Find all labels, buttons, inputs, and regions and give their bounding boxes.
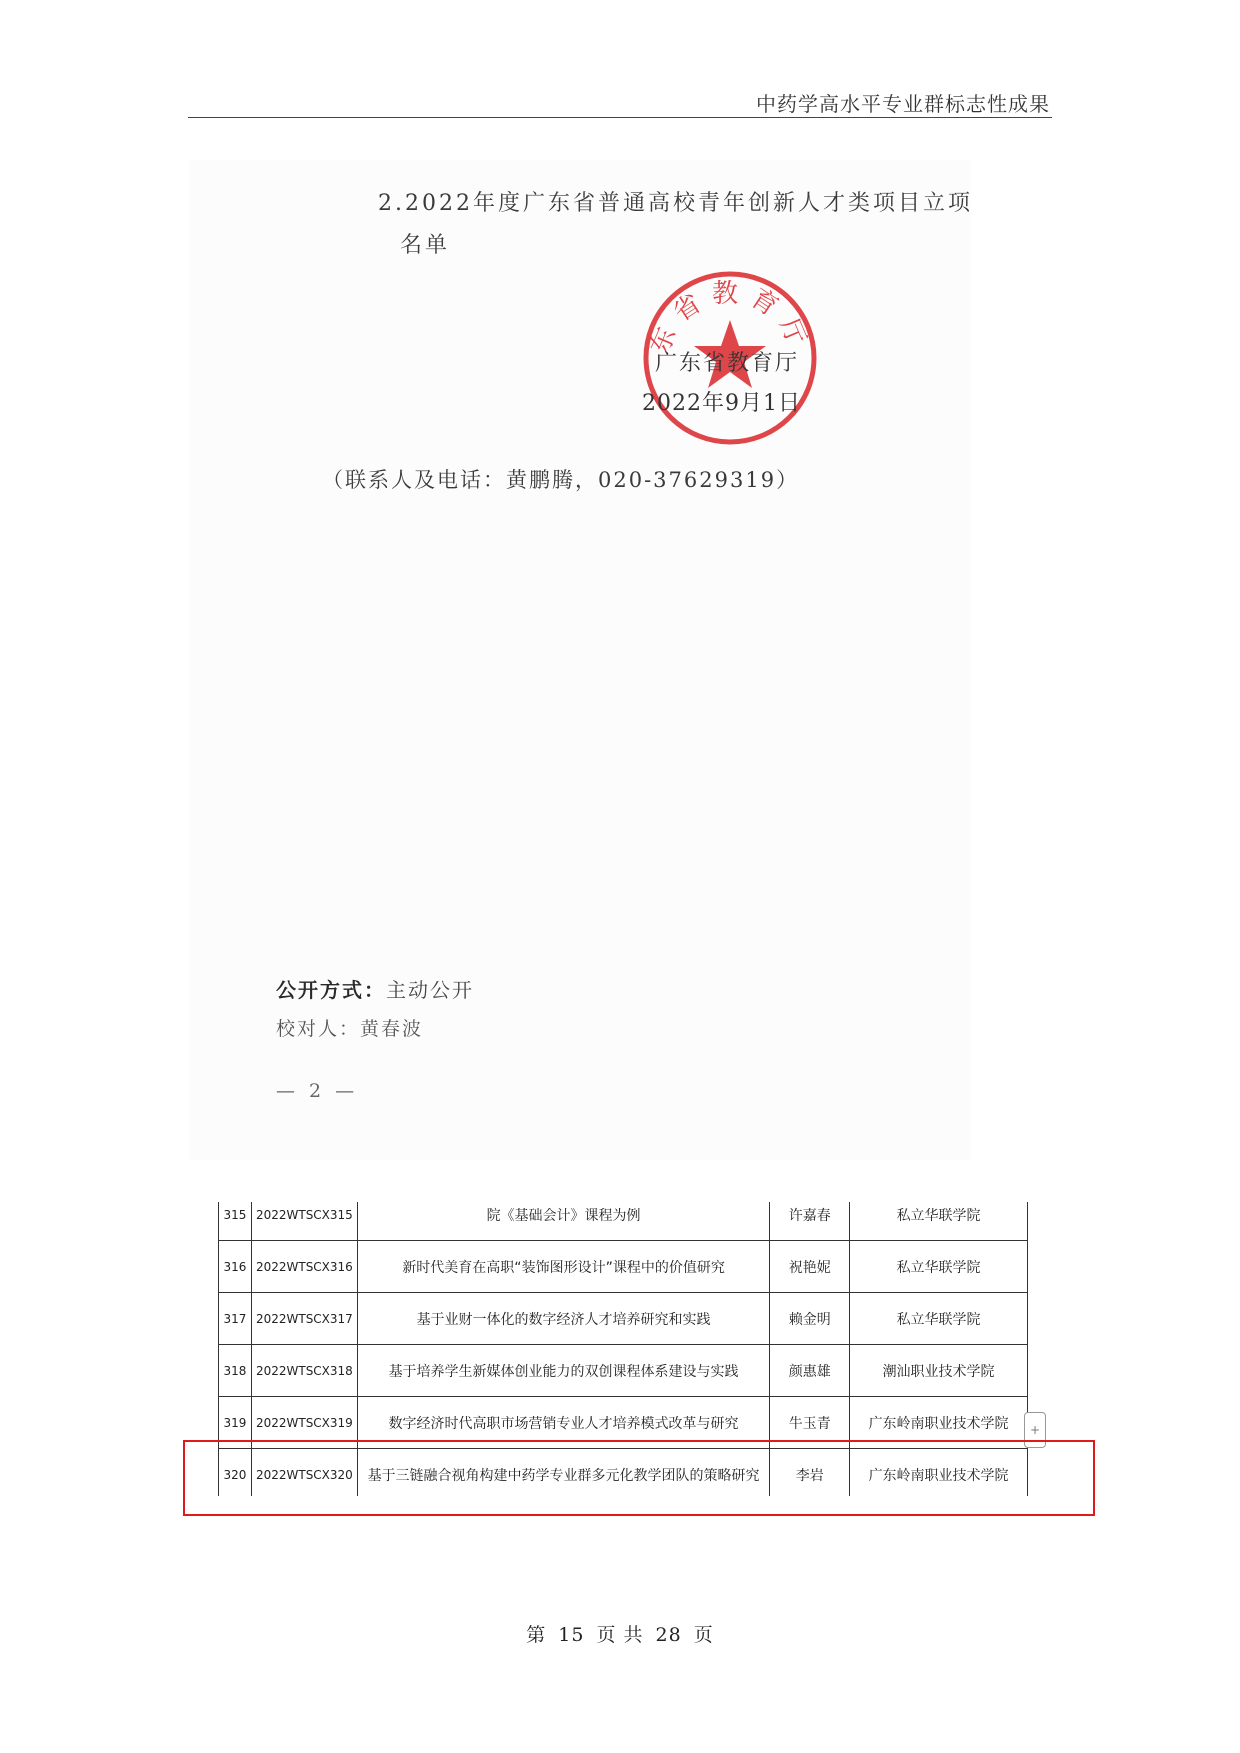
footer-middle: 页 共 xyxy=(596,1624,644,1646)
disclosure-method xyxy=(276,974,474,1003)
row-number: 317 xyxy=(219,1293,252,1345)
project-code: 2022WTSCX318 xyxy=(251,1345,357,1397)
school-name: 广东岭南职业技术学院 xyxy=(850,1449,1028,1497)
leader-name: 许嘉春 xyxy=(770,1202,850,1241)
issuer-name: 广东省教育厅 xyxy=(655,351,800,376)
footer-total-pages: 28 xyxy=(655,1624,682,1646)
project-code: 2022WTSCX317 xyxy=(251,1293,357,1345)
proofreader: 校对人：黄春波 xyxy=(276,1018,424,1040)
disclosure-value: 主动公开 xyxy=(386,978,474,1002)
leader-name: 牛玉青 xyxy=(770,1397,850,1449)
project-code: 2022WTSCX315 xyxy=(251,1202,357,1241)
highlight-box xyxy=(183,1440,1095,1516)
leader-name: 颜惠雄 xyxy=(770,1345,850,1397)
project-title: 数字经济时代高职市场营销专业人才培养模式改革与研究 xyxy=(357,1397,770,1449)
expand-icon[interactable]: + xyxy=(1024,1412,1046,1448)
project-code: 2022WTSCX320 xyxy=(251,1449,357,1497)
svg-text:东省教育厅: 东省教育厅 xyxy=(644,279,816,359)
scan-page-number: — 2 — xyxy=(276,1080,359,1102)
table-row xyxy=(219,1202,1028,1241)
table-row xyxy=(219,1293,1028,1345)
school-name: 私立华联学院 xyxy=(850,1202,1028,1241)
scanned-notice-page xyxy=(190,160,970,1160)
leader-name: 李岩 xyxy=(770,1449,850,1497)
document-header-title: 中药学高水平专业群标志性成果 xyxy=(756,92,1050,116)
row-number: 319 xyxy=(219,1397,252,1449)
header-divider xyxy=(188,117,1052,118)
footer-page-number: 15 xyxy=(558,1624,585,1646)
school-name: 潮汕职业技术学院 xyxy=(850,1345,1028,1397)
notice-title-line-2: 名单 xyxy=(400,233,451,258)
school-name: 私立华联学院 xyxy=(850,1241,1028,1293)
disclosure-label: 公开方式： xyxy=(276,978,386,1002)
project-title: 基于培养学生新媒体创业能力的双创课程体系建设与实践 xyxy=(357,1345,770,1397)
school-name: 广东岭南职业技术学院 xyxy=(850,1397,1028,1449)
row-number: 315 xyxy=(219,1202,252,1241)
table-row xyxy=(219,1241,1028,1293)
row-number: 320 xyxy=(219,1449,252,1497)
page-footer xyxy=(0,1620,1240,1647)
project-title: 新时代美育在高职“装饰图形设计”课程中的价值研究 xyxy=(357,1241,770,1293)
notice-title-line-1: 2.2022年度广东省普通高校青年创新人才类项目立项 xyxy=(378,191,973,216)
project-title: 基于三链融合视角构建中药学专业群多元化教学团队的策略研究 xyxy=(357,1449,770,1497)
row-number: 316 xyxy=(219,1241,252,1293)
leader-name: 祝艳妮 xyxy=(770,1241,850,1293)
footer-suffix: 页 xyxy=(693,1624,714,1646)
contact-info: （联系人及电话：黄鹏腾，020-37629319） xyxy=(322,468,800,492)
footer-prefix: 第 xyxy=(526,1624,547,1646)
project-code: 2022WTSCX316 xyxy=(251,1241,357,1293)
project-code: 2022WTSCX319 xyxy=(251,1397,357,1449)
project-title: 院《基础会计》课程为例 xyxy=(357,1202,770,1241)
row-number: 318 xyxy=(219,1345,252,1397)
leader-name: 赖金明 xyxy=(770,1293,850,1345)
project-title: 基于业财一体化的数字经济人才培养研究和实践 xyxy=(357,1293,770,1345)
table-row xyxy=(219,1345,1028,1397)
school-name: 私立华联学院 xyxy=(850,1293,1028,1345)
issue-date: 2022年9月1日 xyxy=(642,391,801,416)
